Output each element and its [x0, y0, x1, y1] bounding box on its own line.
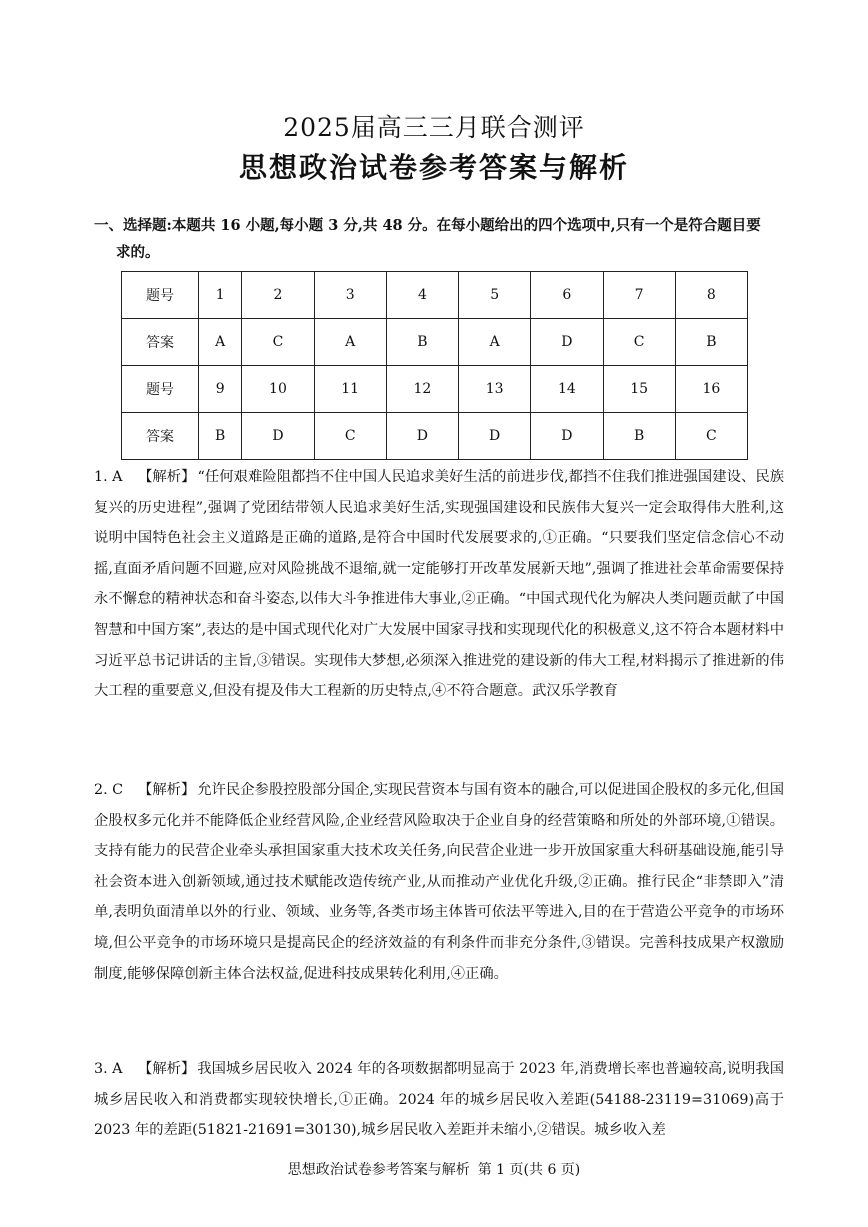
answer-table-cell: C — [603, 319, 675, 366]
answer-table-row — [122, 413, 748, 460]
answer-table-cell: D — [531, 319, 603, 366]
answer-table-cell: C — [314, 413, 386, 460]
explanation-text: 我国城乡居民收入 2024 年的各项数据都明显高于 2023 年,消费增长率也普遍较高,说明我国城乡居民收入和消费都实现较快增长,①正确。2024 年的城乡居民收入差距(54188-23119=31069)高于 2023 年的差距(51821-21691=30130),城乡居民收入差距并未缩小,②错误。城乡收入差 — [94, 1061, 784, 1139]
answer-table-row — [122, 319, 748, 366]
answer-table-cell: B — [199, 413, 242, 460]
explanation-text: “任何艰难险阻都挡不住中国人民追求美好生活的前进步伐,都挡不住我们推进强国建设、民族复兴的历史进程”,强调了党团结带领人民追求美好生活,实现强国建设和民族伟大复兴一定会取得伟大胜利,这说明中国特色社会主义道路是正确的道路,是符合中国时代发展要求的,①正确。“只要我们坚定信念信心不动摇,直面矛盾问题不回避,应对风险挑战不退缩,就一定能够打开改革发展新天地”,强调了推进社会革命需要保持永不懈怠的精神状态和奋斗姿态,以伟大斗争推进伟大事业,②正确。“中国式现代化为解决人类问题贡献了中国智慧和中国方案”,表达的是中国式现代化对广大发展中国家寻找和实现现代化的积极意义,这不符合本题材料中习近平总书记讲话的主旨,③错误。实现伟大梦想,必须深入推进党的建设新的伟大工程,材料揭示了推进新的伟大工程的重要意义,但没有提及伟大工程新的历史特点,④不符合题意。武汉乐学教育 — [94, 469, 784, 700]
page-title-line2: 思想政治试卷参考答案与解析 — [238, 151, 629, 184]
answer-table-cell: C — [242, 319, 314, 366]
answer-table-cell: D — [386, 413, 458, 460]
answer-table-row — [122, 366, 748, 413]
explanation-text: 允许民企参股控股部分国企,实现民营资本与国有资本的融合,可以促进国企股权的多元化,但国企股权多元化并不能降低企业经营风险,企业经营风险取决于企业自身的经营策略和所处的外部环境,①错误。支持有能力的民营企业牵头承担国家重大技术攻关任务,向民营企业进一步开放国家重大科研基础设施,能引导社会资本进入创新领域,通过技术赋能改造传统产业,从而推动产业优化升级,②正确。推行民企“非禁即入”清单,表明负面清单以外的行业、领域、业务等,各类市场主体皆可依法平等进入,目的在于营造公平竞争的市场环境,但公平竞争的市场环境只是提高民企的经济效益的有利条件而非充分条件,③错误。完善科技成果产权激励制度,能够保障创新主体合法权益,促进科技成果转化利用,④正确。 — [94, 782, 784, 982]
answer-table-cell: 10 — [242, 366, 314, 413]
question-number: 3. A — [94, 1061, 123, 1077]
page-title-line1: 2025届高三三月联合测评 — [283, 113, 585, 142]
answer-table-cell: 11 — [314, 366, 386, 413]
answer-table-cell: B — [603, 413, 675, 460]
answer-table-cell: 3 — [314, 272, 386, 319]
answer-table-cell: 5 — [459, 272, 531, 319]
answer-table-cell: 12 — [386, 366, 458, 413]
answer-table-cell: A — [199, 319, 242, 366]
answer-table-row — [122, 272, 748, 319]
answer-table-cell: 1 — [199, 272, 242, 319]
question-explanation-1 — [94, 462, 784, 707]
answer-table-cell: 15 — [603, 366, 675, 413]
answer-table-cell: 7 — [603, 272, 675, 319]
section-heading-cont: 求的。 — [116, 244, 160, 261]
answer-table-row-label: 题号 — [122, 366, 199, 413]
answer-table-cell: B — [386, 319, 458, 366]
answer-table-cell: 9 — [199, 366, 242, 413]
footer-page-info: 第 1 页(共 6 页) — [477, 1162, 581, 1178]
answer-table-cell: 16 — [675, 366, 747, 413]
answer-table-cell: 13 — [459, 366, 531, 413]
question-number: 1. A — [94, 469, 123, 485]
answer-table-cell: D — [459, 413, 531, 460]
answer-table-row-label: 答案 — [122, 413, 199, 460]
answer-table-cell: C — [675, 413, 747, 460]
footer-doc-title: 思想政治试卷参考答案与解析 — [287, 1162, 470, 1178]
answer-table-cell: A — [314, 319, 386, 366]
answer-table-cell: 6 — [531, 272, 603, 319]
analysis-tag: 【解析】 — [138, 1061, 196, 1077]
answer-table-cell: 8 — [675, 272, 747, 319]
answer-table-cell: D — [242, 413, 314, 460]
answer-table-cell: A — [459, 319, 531, 366]
answer-table-cell: 2 — [242, 272, 314, 319]
answer-table-cell: B — [675, 319, 747, 366]
analysis-tag: 【解析】 — [138, 469, 196, 485]
answer-table-cell: D — [531, 413, 603, 460]
page-footer — [0, 1159, 868, 1179]
answer-table-row-label: 答案 — [122, 319, 199, 366]
section-heading-first: 一、选择题:本题共 16 小题,每小题 3 分,共 48 分。在每小题给出的四个选项中,只有一个是符合题目要 — [94, 217, 761, 234]
answer-table — [121, 271, 748, 460]
question-explanation-2 — [94, 775, 784, 989]
answer-table-cell: 14 — [531, 366, 603, 413]
answer-table-cell: 4 — [386, 272, 458, 319]
answer-table-row-label: 题号 — [122, 272, 199, 319]
question-explanation-3 — [94, 1054, 784, 1146]
question-number: 2. C — [94, 782, 124, 798]
section-heading — [94, 212, 784, 266]
analysis-tag: 【解析】 — [138, 782, 196, 798]
